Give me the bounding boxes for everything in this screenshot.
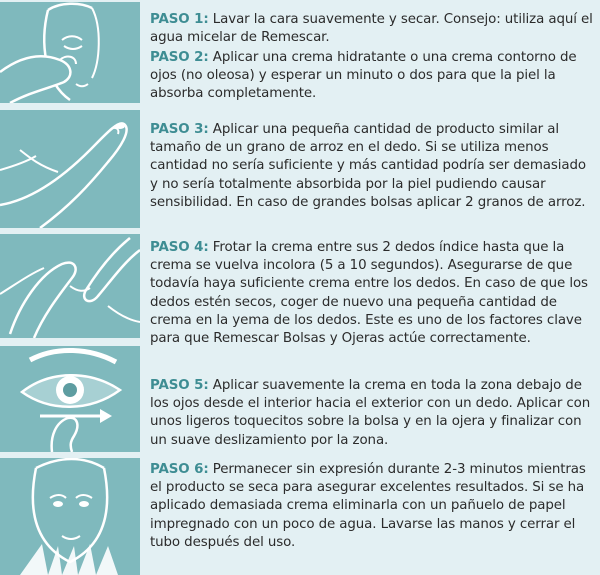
step-5	[150, 377, 596, 450]
rest-face-icon	[0, 458, 140, 575]
step-4	[150, 239, 596, 348]
illustration-column	[0, 0, 140, 575]
step-4-text: Frotar la crema entre sus 2 dedos índice hasta que la crema se vuelva incolora (5 a 10 segundos). Asegurarse de que todavía haya suficiente crema entre los dedos. En caso de que los dedos estén secos, coger de nuevo una pequeña cantidad de crema en la yema de los dedos. Este es uno de los factores clave para que Remescar Bolsas y Ojeras actúe correctamente.	[150, 240, 588, 347]
step-1	[150, 11, 596, 47]
step-3-label: PASO 3:	[150, 122, 209, 137]
step-6-label: PASO 6:	[150, 462, 209, 477]
rub-fingers-icon	[0, 234, 140, 338]
eye-application-icon	[0, 346, 140, 452]
eye-application-illustration	[0, 346, 140, 452]
step-2	[150, 49, 596, 104]
fingertip-cream-illustration	[0, 110, 140, 228]
rub-fingers-illustration	[0, 234, 140, 338]
step-1-text: Lavar la cara suavemente y secar. Consejo: utiliza aquí el agua micelar de Remescar.	[150, 12, 593, 46]
face-wash-icon	[0, 2, 140, 103]
rest-face-illustration	[0, 458, 140, 575]
step-2-text: Aplicar una crema hidratante o una crema contorno de ojos (no oleosa) y esperar un minuto o dos para que la piel la absorba completamente.	[150, 50, 577, 102]
step-4-label: PASO 4:	[150, 240, 209, 255]
step-6-text: Permanecer sin expresión durante 2-3 minutos mientras el producto se seca para asegurar excelentes resultados. Si se ha aplicado demasiada crema eliminarla con un pañuelo de papel impregnado con un poco de agua. Lavarse las manos y cerrar el tubo después del uso.	[150, 462, 586, 550]
step-5-label: PASO 5:	[150, 378, 209, 393]
step-5-text: Aplicar suavemente la crema en toda la zona debajo de los ojos desde el interior hacia el exterior con un dedo. Aplicar con unos ligeros toquecitos sobre la bolsa y en la ojera y finalizar con un suave deslizamiento por la zona.	[150, 378, 591, 448]
step-1-label: PASO 1:	[150, 12, 209, 27]
step-3-text: Aplicar una pequeña cantidad de producto similar al tamaño de un grano de arroz en el dedo. Si se utiliza menos cantidad no sería suficiente y más cantidad podría ser demasiado y no sería totalmente absorbida por la piel pudiendo causar sensibilidad. En caso de grandes bolsas aplicar 2 granos de arroz.	[150, 122, 586, 210]
step-6	[150, 461, 596, 552]
face-wash-illustration	[0, 2, 140, 103]
step-3	[150, 121, 596, 212]
step-2-label: PASO 2:	[150, 50, 209, 65]
fingertip-cream-icon	[0, 110, 140, 228]
